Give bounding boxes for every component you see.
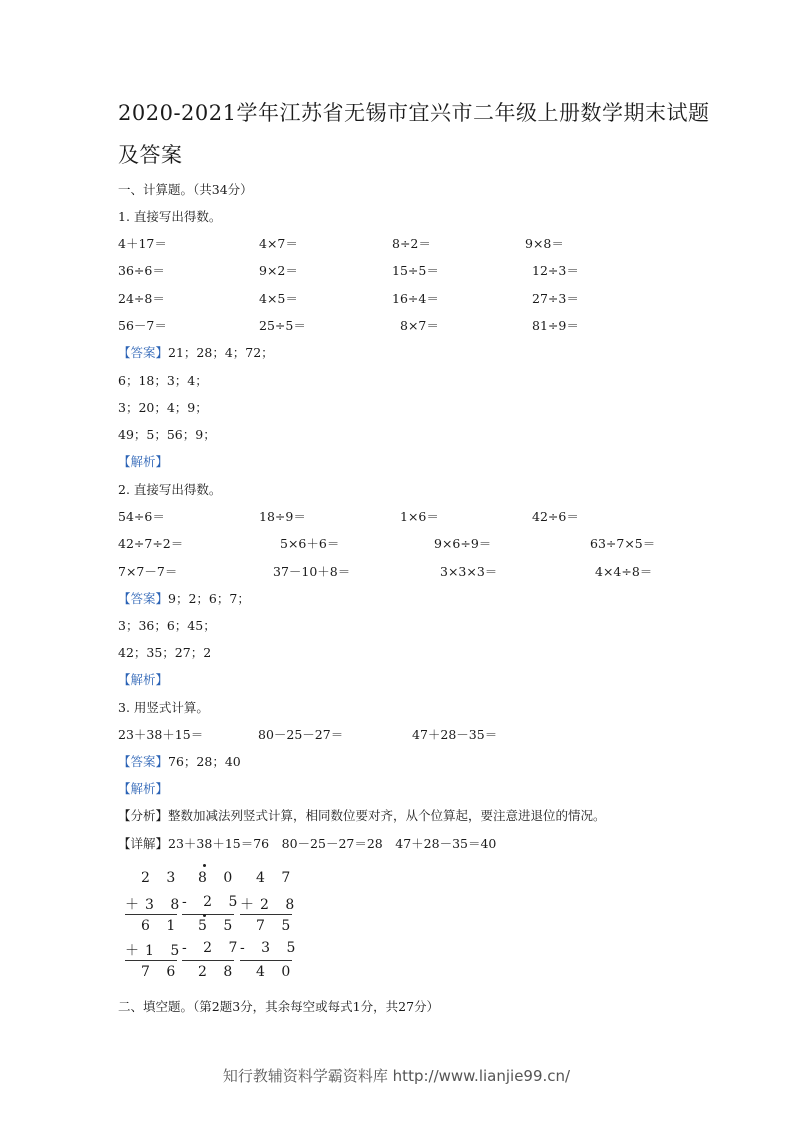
vcalc-line: ＋2 8 — [240, 897, 301, 913]
calc-item: 9×6÷9＝ — [434, 536, 492, 551]
q2-answer-line-3: 42；35；27；2 — [118, 645, 212, 660]
q1-answer-line-4: 49；5；56；9； — [118, 427, 216, 442]
vertical-calc-b — [182, 866, 242, 986]
calc-item: 27÷3＝ — [532, 291, 579, 306]
calc-item: 3×3×3＝ — [440, 564, 498, 579]
calc-item: 9×8＝ — [525, 236, 564, 251]
q1-answer-line-3: 3；20；4；9； — [118, 400, 208, 415]
answer-text: 21；28；4；72； — [168, 345, 274, 360]
q2-answer-line-2: 3；36；6；45； — [118, 618, 216, 633]
q3-analysis-tag: 【解析】 — [118, 781, 169, 796]
calc-item: 1×6＝ — [400, 509, 439, 524]
vcalc-rule — [182, 960, 234, 961]
calc-item: 4×4÷8＝ — [595, 564, 653, 579]
page-title: 2020-2021学年江苏省无锡市宜兴市二年级上册数学期末试题及答案 — [118, 101, 710, 167]
calc-item: 81÷9＝ — [532, 318, 579, 333]
vcalc-line: 7 5 — [256, 918, 297, 934]
vcalc-line: ＋3 8 — [125, 897, 186, 913]
vcalc-line: 5 5 — [198, 918, 239, 934]
calc-item: 25÷5＝ — [259, 318, 306, 333]
vcalc-line: - 2 7 — [182, 940, 244, 956]
borrow-dot — [203, 864, 206, 867]
calc-item: 9×2＝ — [259, 263, 298, 278]
vcalc-line: 2 8 — [198, 964, 239, 980]
answer-tag: 【答案】 — [118, 345, 169, 360]
calc-item: 42÷7÷2＝ — [118, 536, 184, 551]
footer-watermark: 知行教辅资料学霸资料库 http://www.lianjie99.cn/ — [222, 1067, 571, 1085]
calc-item: 54÷6＝ — [118, 509, 165, 524]
calc-item: 8÷2＝ — [392, 236, 431, 251]
q1-answer-line-2: 6；18；3；4； — [118, 373, 208, 388]
calc-item: 56－7＝ — [118, 318, 167, 333]
borrow-dot — [203, 914, 206, 917]
xiangjie-text: 23＋38＋15＝76 80－25－27＝28 47＋28－35＝40 — [168, 836, 497, 851]
question-2-stem: 2. 直接写出得数。 — [118, 482, 222, 497]
q2-answer-line-1 — [118, 589, 250, 607]
answer-text: 9；2；6；7； — [168, 591, 250, 606]
calc-item: 15÷5＝ — [392, 263, 439, 278]
vcalc-line: 8 0 — [198, 870, 239, 886]
calc-item: 5×6＋6＝ — [280, 536, 340, 551]
fenxi-text: 整数加减法列竖式计算，相同数位要对齐，从个位算起，要注意进退位的情况。 — [168, 808, 606, 823]
xiangjie-tag: 【详解】 — [118, 836, 169, 851]
question-3-stem: 3. 用竖式计算。 — [118, 700, 209, 715]
vcalc-line: - 3 5 — [240, 940, 302, 956]
vcalc-line: 4 7 — [256, 870, 297, 886]
q1-answer-line-1 — [118, 343, 274, 361]
calc-item: 4×5＝ — [259, 291, 298, 306]
section-heading-2: 二、填空题。（第2题3分，其余每空或每式1分，共27分） — [118, 999, 440, 1014]
q3-fenxi — [118, 806, 606, 824]
q3-answer-line — [118, 752, 241, 770]
vcalc-rule — [240, 914, 292, 915]
q3-item: 23＋38＋15＝ — [118, 727, 204, 742]
q3-xiangjie — [118, 834, 496, 852]
calc-item: 18÷9＝ — [259, 509, 306, 524]
vcalc-rule — [125, 960, 177, 961]
calc-item: 12÷3＝ — [532, 263, 579, 278]
calc-item: 16÷4＝ — [392, 291, 439, 306]
vcalc-line: 7 6 — [141, 964, 182, 980]
section-heading-1: 一、计算题。（共34分） — [118, 182, 253, 197]
answer-text: 76；28；40 — [168, 754, 241, 769]
calc-item: 63÷7×5＝ — [590, 536, 656, 551]
question-1-stem: 1. 直接写出得数。 — [118, 209, 222, 224]
answer-tag: 【答案】 — [118, 591, 169, 606]
q3-item: 47＋28－35＝ — [412, 727, 498, 742]
calc-item: 4×7＝ — [259, 236, 298, 251]
vertical-calc-c — [240, 866, 300, 986]
calc-item: 4＋17＝ — [118, 236, 167, 251]
vcalc-rule — [240, 960, 292, 961]
vcalc-line: 6 1 — [141, 918, 182, 934]
vcalc-line: ＋1 5 — [125, 943, 186, 959]
q2-analysis-tag: 【解析】 — [118, 672, 169, 687]
vcalc-line: - 2 5 — [182, 894, 244, 910]
fenxi-tag: 【分析】 — [118, 808, 169, 823]
vcalc-line: 4 0 — [256, 964, 297, 980]
q3-item: 80－25－27＝ — [258, 727, 344, 742]
vertical-calc-a — [125, 866, 185, 986]
q1-analysis-tag: 【解析】 — [118, 454, 169, 469]
calc-item: 24÷8＝ — [118, 291, 165, 306]
calc-item: 42÷6＝ — [532, 509, 579, 524]
calc-item: 36÷6＝ — [118, 263, 165, 278]
vcalc-rule — [125, 914, 177, 915]
answer-tag: 【答案】 — [118, 754, 169, 769]
vcalc-line: 2 3 — [141, 870, 182, 886]
calc-item: 7×7－7＝ — [118, 564, 178, 579]
vcalc-rule — [182, 914, 234, 915]
calc-item: 37－10＋8＝ — [273, 564, 351, 579]
calc-item: 8×7＝ — [400, 318, 439, 333]
